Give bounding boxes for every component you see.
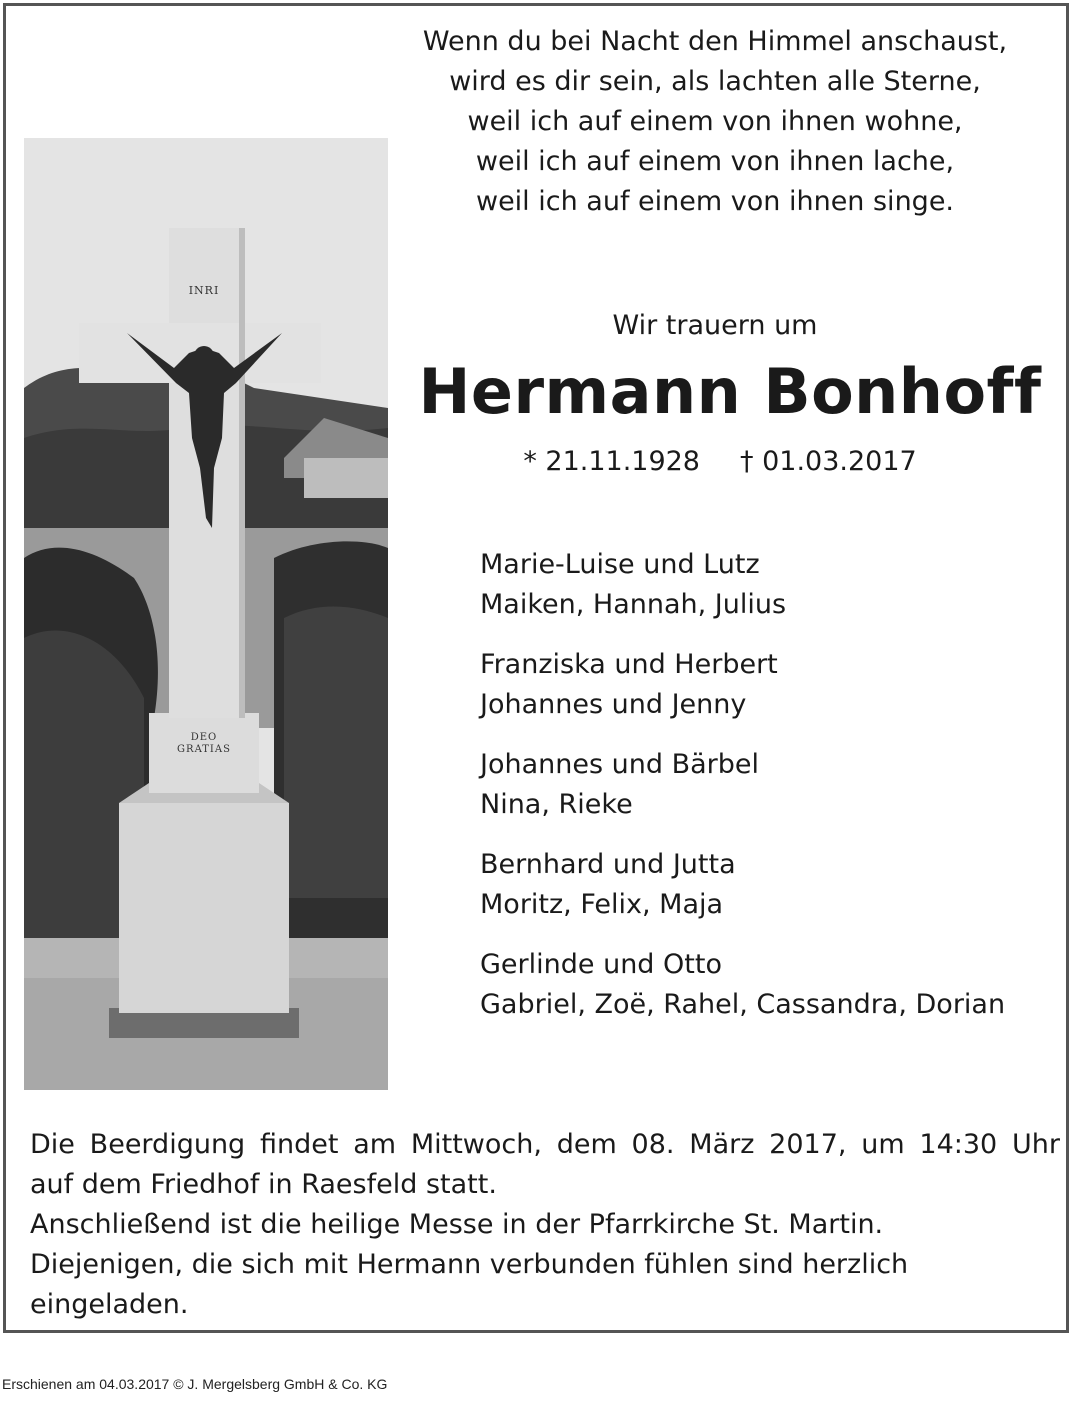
mourner-group [480, 645, 1060, 725]
mourner-children: Gabriel, Zoë, Rahel, Cassandra, Dorian [480, 989, 1006, 1020]
mourner-group [480, 745, 1060, 825]
notice-line: auf dem Friedhof in Raesfeld statt. [30, 1169, 497, 1200]
mourning-line: Wir trauern um [612, 310, 818, 341]
inscription-deo: DEO [190, 732, 218, 743]
poem-line: weil ich auf einem von ihnen wohne, [467, 106, 963, 137]
poem-line: weil ich auf einem von ihnen lache, [475, 146, 955, 177]
poem [390, 22, 1040, 222]
mourner-children: Maiken, Hannah, Julius [480, 589, 787, 620]
life-dates [390, 442, 1050, 482]
mourner-couple: Marie-Luise und Lutz [480, 549, 760, 580]
inscription-gratias: GRATIAS [177, 744, 231, 755]
cross-photo-illustration [24, 138, 388, 1090]
notice-line: Diejenigen, die sich mit Hermann verbunden fühlen sind herzlich eingeladen. [30, 1249, 909, 1320]
mourner-couple: Bernhard und Jutta [480, 849, 736, 880]
notice-line: Anschließend ist die heilige Messe in der Pfarrkirche St. Martin. [30, 1209, 884, 1240]
poem-line: wird es dir sein, als lachten alle Sterne, [449, 66, 981, 97]
birth-date: * 21.11.1928 [523, 446, 700, 477]
mourner-children: Moritz, Felix, Maja [480, 889, 724, 920]
mourners-list [480, 545, 1060, 1045]
deceased-name: Hermann Bonhoff [418, 355, 1042, 428]
mourner-group [480, 845, 1060, 925]
poem-line: Wenn du bei Nacht den Himmel anschaust, [422, 26, 1008, 57]
death-date: † 01.03.2017 [740, 446, 917, 477]
publication-footer: Erschienen am 04.03.2017 © J. Mergelsberg GmbH & Co. KG [2, 1376, 388, 1392]
poem-line: weil ich auf einem von ihnen singe. [475, 186, 955, 217]
inscription-inri: INRI [188, 284, 220, 297]
mourner-group [480, 945, 1060, 1025]
mourner-group [480, 545, 1060, 625]
notice-line: Die Beerdigung findet am Mittwoch, dem 08. März 2017, um 14:30 Uhr [30, 1129, 1060, 1160]
cross-photo [24, 138, 388, 1090]
mourner-couple: Johannes und Bärbel [480, 749, 759, 780]
mourner-couple: Gerlinde und Otto [480, 949, 722, 980]
mourner-couple: Franziska und Herbert [480, 649, 778, 680]
mourner-children: Johannes und Jenny [480, 689, 747, 720]
mourner-children: Nina, Rieke [480, 789, 633, 820]
funeral-notice [30, 1125, 1060, 1325]
